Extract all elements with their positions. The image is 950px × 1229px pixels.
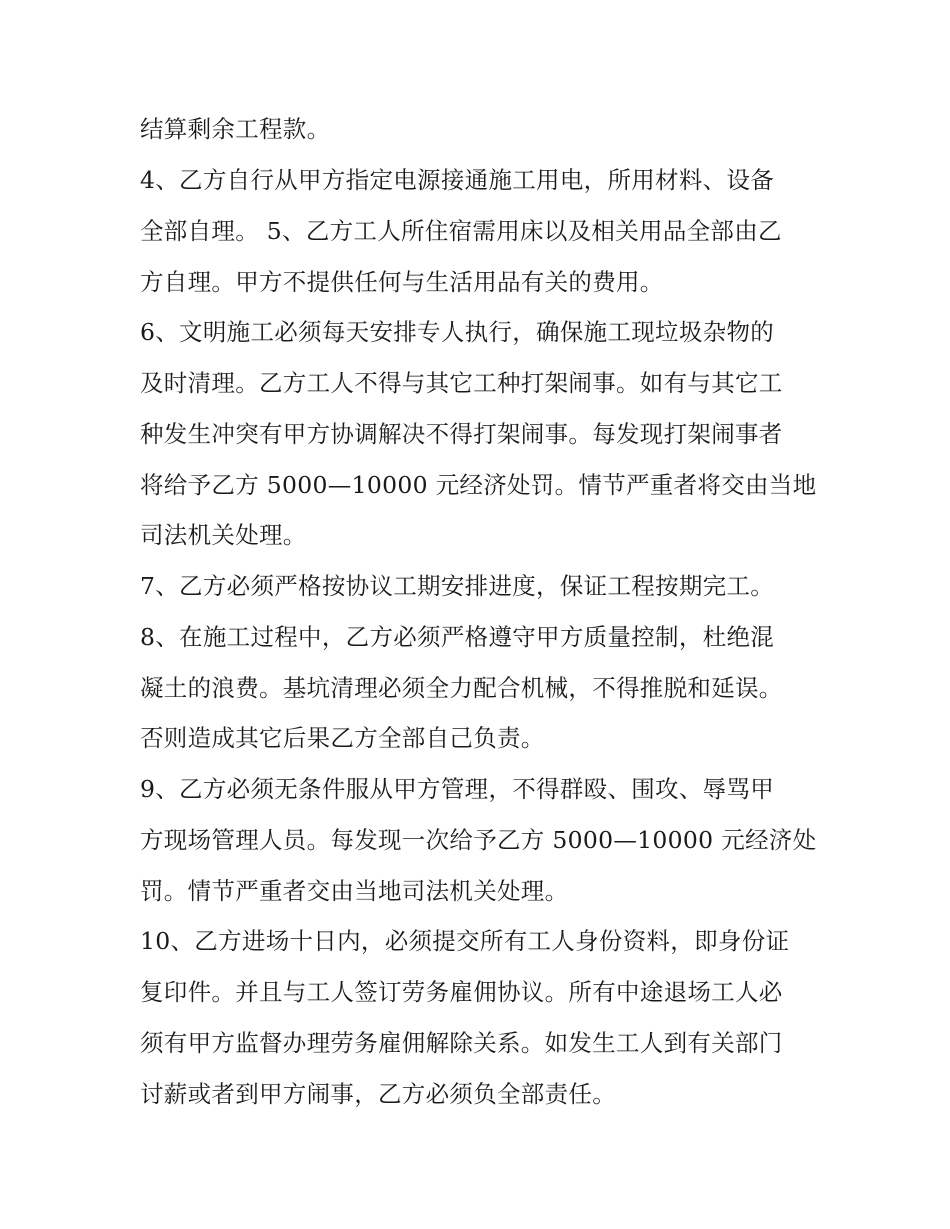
text-line-9: 司法机关处理。 [140, 521, 307, 549]
text-line-6: 及时清理。乙方工人不得与其它工种打架闹事。如有与其它工 [140, 369, 783, 397]
text-line-2: 4、乙方自行从甲方指定电源接通施工用电，所用材料、设备 [140, 166, 775, 194]
text-line-5: 6、文明施工必须每天安排专人执行，确保施工现垃圾杂物的 [140, 318, 775, 346]
text-line-11: 8、在施工过程中，乙方必须严格遵守甲方质量控制，杜绝混 [140, 623, 775, 651]
text-line-8: 将给予乙方 5000—10000 元经济处罚。情节严重者将交由当地 [140, 471, 817, 499]
text-line-18: 复印件。并且与工人签订劳务雇佣协议。所有中途退场工人必 [140, 978, 783, 1006]
text-line-4: 方自理。甲方不提供任何与生活用品有关的费用。 [140, 268, 664, 296]
text-line-13: 否则造成其它后果乙方全部自己负责。 [140, 724, 545, 752]
text-line-19: 须有甲方监督办理劳务雇佣解除关系。如发生工人到有关部门 [140, 1029, 783, 1057]
text-line-3: 全部自理。 5、乙方工人所住宿需用床以及相关用品全部由乙 [140, 217, 782, 245]
text-line-7: 种发生冲突有甲方协调解决不得打架闹事。每发现打架闹事者 [140, 420, 783, 448]
text-line-12: 凝土的浪费。基坑清理必须全力配合机械，不得推脱和延误。 [140, 674, 783, 702]
text-line-15: 方现场管理人员。每发现一次给予乙方 5000—10000 元经济处 [140, 826, 817, 854]
text-line-16: 罚。情节严重者交由当地司法机关处理。 [140, 877, 569, 905]
text-line-20: 讨薪或者到甲方闹事，乙方必须负全部责任。 [140, 1080, 616, 1108]
text-line-1: 结算剩余工程款。 [140, 115, 331, 143]
text-line-10: 7、乙方必须严格按协议工期安排进度，保证工程按期完工。 [140, 572, 775, 600]
text-line-14: 9、乙方必须无条件服从甲方管理，不得群殴、围攻、辱骂甲 [140, 775, 775, 803]
text-line-17: 10、乙方进场十日内，必须提交所有工人身份资料，即身份证 [140, 927, 790, 955]
